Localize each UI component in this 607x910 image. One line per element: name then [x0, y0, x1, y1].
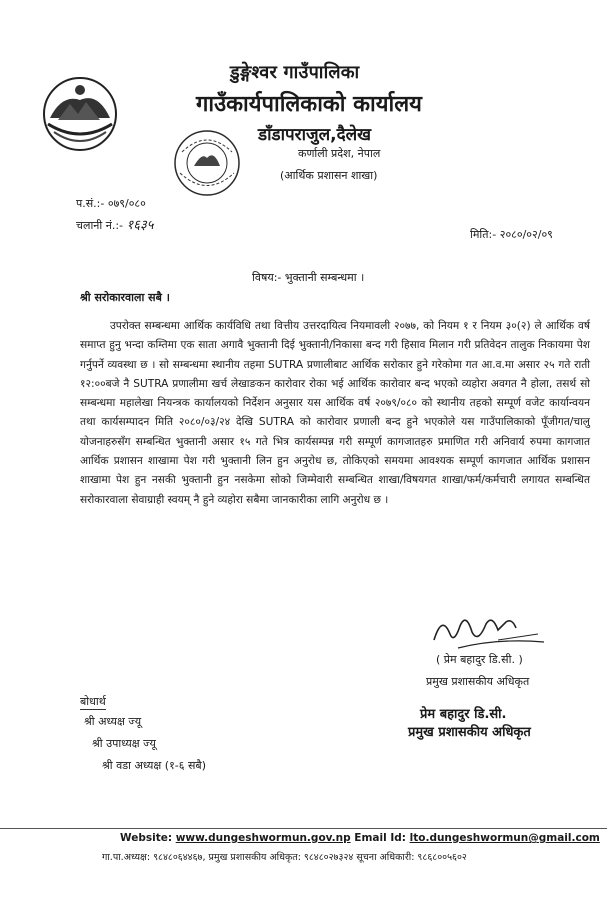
- office-seal-stamp: [172, 128, 242, 198]
- dispatch-label: चलानी नं.:-: [76, 219, 124, 232]
- website-link[interactable]: www.dungeshwormun.gov.np: [175, 832, 351, 844]
- handwritten-signature: [428, 604, 548, 654]
- email-label: Email Id:: [354, 832, 406, 844]
- province-label: कर्णाली प्रदेश, नेपाल: [298, 147, 381, 160]
- reference-number: प.सं.:- ०७९/०८०: [76, 197, 146, 210]
- footer-phones: गा.पा.अध्यक्ष: ९८४८०६४४६७, प्रमुख प्रशासकीय अधिकृत: ९८४८०२७३२४ सूचना अधिकारी: ९८६८००५६०२: [102, 852, 467, 863]
- dispatch-number-value: १६३५: [126, 218, 154, 233]
- section-label: (आर्थिक प्रशासन शाखा): [280, 169, 378, 182]
- letter-addressee: श्री सरोकारवाला सबै ।: [80, 291, 170, 304]
- office-name: गाउँकार्यपालिकाको कार्यालय: [196, 92, 422, 117]
- cc-item: श्री उपाध्यक्ष ज्यू: [92, 737, 156, 750]
- title-stamp: प्रमुख प्रशासकीय अधिकृत: [408, 725, 531, 740]
- letter-body: [80, 317, 590, 510]
- cc-heading: बोधार्थ: [80, 695, 106, 708]
- dispatch-number: [76, 215, 154, 233]
- nepal-emblem-icon: [40, 74, 120, 152]
- footer-divider: [0, 828, 607, 829]
- municipality-name: डुङ्गेश्वर गाउँपालिका: [230, 62, 360, 83]
- signatory-title: प्रमुख प्रशासकीय अधिकृत: [426, 675, 530, 688]
- name-stamp: प्रेम बहादुर डि.सी.: [420, 707, 507, 722]
- footer-contact: [120, 832, 600, 844]
- cc-item: श्री अध्यक्ष ज्यू: [84, 715, 142, 728]
- body-paragraph: उपरोक्त सम्बन्धमा आर्थिक कार्यविधि तथा वित्तीय उत्तरदायित्व नियमावली २०७७, को नियम १ र नियम ३०(२) ले आर्थिक वर्ष समाप्त हुनु भन्दा कम्तिमा एक साता अगावै भुक्तानी दिई भुक्तानी/निकासा बन्द गरी हिसाव मिलान गरी प्रतिवेदन तालुक निकायमा पेश गर्नुपर्ने व्यवस्था छ । सो सम्बन्धमा स्थानीय तहमा SUTRA प्रणालीबाट आर्थिक सरोकार हुने गरेकोमा गत आ.व.मा असार २५ गते राती १२:००बजे नै SUTRA प्रणालीमा खर्च लेखाङकन कारोवार रोका भई आर्थिक कारोवार बन्द भएको व्यहोरा अवगत नै होला, तसर्थ सो सम्बन्धमा महालेखा नियन्त्रक कार्यालयको निर्देशन अनुसार यस आर्थिक वर्ष २०७९/०८० को स्थानीय तहको सम्पूर्ण वजेट कार्यान्वयन तथा कार्यसम्पादन मिति २०८०/०३/२४ देखि SUTRA को कारोवार प्रणाली बन्द हुने भएकोले यस गाउँपालिकाको पूँजीगत/चालु योजनाहरुसँग सम्बन्धित भुक्तानी असार १५ गते भित्र कार्यसम्पन्न गरी सम्पूर्ण कागजातहरु प्रमाणित गरी अनिवार्य रुपमा कागजात आर्थिक प्रशासन शाखामा पेश गरी भुक्तानी लिन हुन अनुरोध छ, तोकिएको समयमा आवश्यक सम्पूर्ण कागजात आर्थिक प्रशासन शाखामा पेश हुन नसकी भुक्तानी हुन नसकेमा सोको जिम्मेवारी सम्बन्धित शाखा/विषयगत शाखा/फर्म/कर्मचारी लगायत सम्बन्धित सरोकारवाला सेवाग्राही स्वयम् नै हुने व्यहोरा सबैमा जानकारीका लागि अनुरोध छ ।: [80, 320, 590, 506]
- email-link[interactable]: lto.dungeshwormun@gmail.com: [409, 832, 600, 844]
- signatory-name: ( प्रेम बहादुर डि.सी. ): [436, 653, 523, 666]
- letter-date: मिति:- २०८०/०२/०९: [470, 228, 553, 241]
- office-location: डाँडापराजुल,दैलेख: [258, 125, 372, 145]
- cc-item: श्री वडा अध्यक्ष (१-६ सबै): [102, 759, 206, 772]
- letter-subject: विषय:- भुक्तानी सम्बन्धमा ।: [252, 271, 365, 284]
- website-label: Website:: [120, 832, 173, 844]
